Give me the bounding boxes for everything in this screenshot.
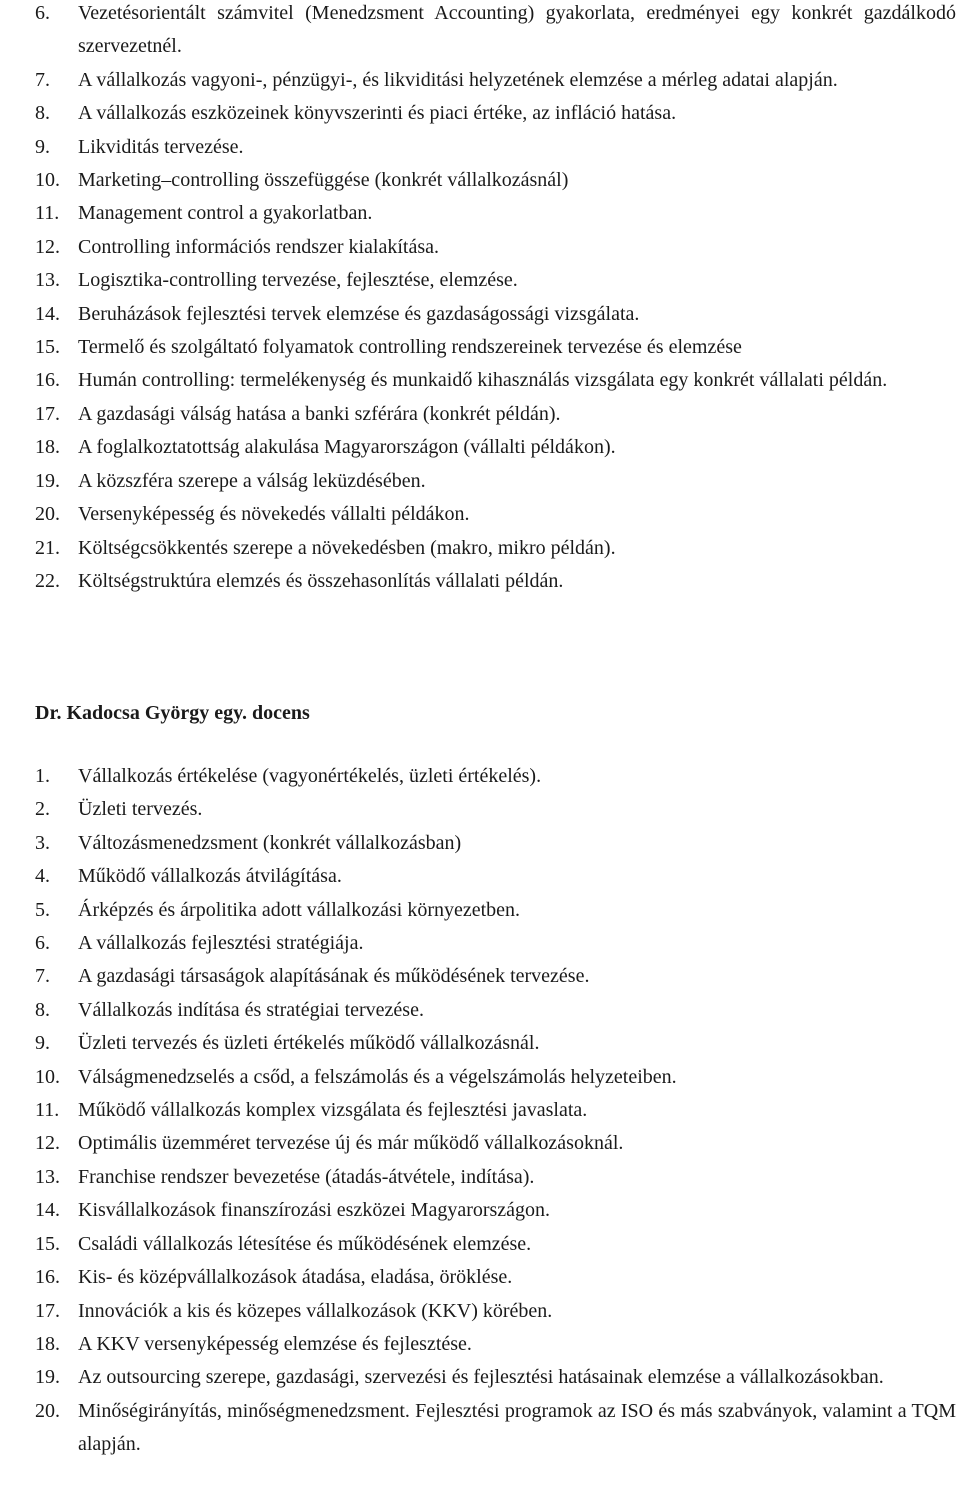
list-item-text: Franchise rendszer bevezetése (átadás-átvétele, indítása). (78, 1165, 535, 1188)
list-item (0, 1161, 960, 1194)
topic-list-2 (0, 760, 960, 1462)
list-item (0, 565, 960, 598)
list-item (0, 1328, 960, 1361)
list-item (0, 1194, 960, 1227)
list-item-number: 15. (35, 1232, 60, 1255)
list-item-number: 9. (35, 1032, 50, 1055)
list-item (0, 398, 960, 431)
list-item (0, 1361, 960, 1394)
list-item-text: A gazdasági válság hatása a banki szférára (konkrét példán). (78, 402, 561, 425)
list-item (0, 1094, 960, 1127)
list-item (0, 231, 960, 264)
list-item (0, 1395, 960, 1462)
list-item (0, 760, 960, 793)
list-item-number: 21. (35, 536, 60, 559)
list-item-number: 10. (35, 1065, 60, 1088)
list-item (0, 793, 960, 826)
list-item-number: 6. (35, 932, 50, 955)
list-item-text: Az outsourcing szerepe, gazdasági, szervezési és fejlesztési hatásainak elemzése a vállalkozásokban. (78, 1366, 884, 1389)
list-item-number: 3. (35, 831, 50, 854)
list-item-number: 8. (35, 102, 50, 125)
list-item (0, 994, 960, 1027)
list-item-text: A közszféra szerepe a válság leküzdésében. (78, 469, 426, 492)
list-item-number: 14. (35, 302, 60, 325)
list-item (0, 894, 960, 927)
list-item-number: 16. (35, 1266, 60, 1289)
list-item-text: A vállalkozás fejlesztési stratégiája. (78, 932, 364, 955)
list-item-number: 12. (35, 1132, 60, 1155)
list-item-text: Kisvállalkozások finanszírozási eszközei Magyarországon. (78, 1199, 551, 1222)
section-heading: Dr. Kadocsa György egy. docens (35, 702, 310, 724)
list-item-text: Logisztika-controlling tervezése, fejlesztése, elemzése. (78, 269, 518, 292)
list-item (0, 1295, 960, 1328)
list-item-text: Válságmenedzselés a csőd, a felszámolás és a végelszámolás helyzeteiben. (78, 1065, 677, 1088)
list-item (0, 465, 960, 498)
list-item (0, 1027, 960, 1060)
list-item-text: A foglalkoztatottság alakulása Magyarországon (vállalti példákon). (78, 436, 616, 459)
list-item-number: 6. (35, 2, 50, 24)
list-item-number: 18. (35, 436, 60, 459)
list-item-number: 1. (35, 765, 50, 787)
list-item-number: 19. (35, 1366, 60, 1389)
list-item-text: Költségcsökkentés szerepe a növekedésben (makro, mikro példán). (78, 536, 616, 559)
list-item (0, 364, 960, 397)
list-item-number: 11. (35, 202, 60, 225)
list-item-number: 20. (35, 1399, 60, 1422)
list-item-text: Likviditás tervezése. (78, 135, 244, 158)
list-item-text: Marketing–controlling összefüggése (konkrét vállalkozásnál) (78, 169, 569, 192)
list-item (0, 298, 960, 331)
list-item (0, 0, 960, 64)
list-item-number: 4. (35, 865, 50, 888)
list-item-number: 17. (35, 1299, 60, 1322)
list-item-text: Üzleti tervezés. (78, 798, 203, 821)
list-item (0, 960, 960, 993)
list-item (0, 532, 960, 565)
list-item-text: Vállalkozás indítása és stratégiai tervezése. (78, 998, 424, 1021)
list-item (0, 927, 960, 960)
list-item-number: 15. (35, 336, 60, 359)
list-item-number: 9. (35, 135, 50, 158)
list-item-number: 13. (35, 269, 60, 292)
list-item-text: A KKV versenyképesség elemzése és fejlesztése. (78, 1332, 472, 1355)
list-item-text: Változásmenedzsment (konkrét vállalkozásban) (78, 831, 462, 854)
list-item-text: Működő vállalkozás átvilágítása. (78, 865, 342, 888)
list-item (0, 827, 960, 860)
list-item-text: Optimális üzemméret tervezése új és már működő vállalkozásoknál. (78, 1132, 624, 1155)
list-item-number: 7. (35, 965, 50, 988)
list-item-text: Családi vállalkozás létesítése és működésének elemzése. (78, 1232, 532, 1255)
list-item-number: 18. (35, 1332, 60, 1355)
list-item-number: 12. (35, 235, 60, 258)
list-item (0, 498, 960, 531)
list-item-number: 22. (35, 569, 60, 592)
list-item-text: Termelő és szolgáltató folyamatok controlling rendszereinek tervezése és elemzése (78, 336, 742, 359)
list-item-text: Működő vállalkozás komplex vizsgálata és fejlesztési javaslata. (78, 1099, 588, 1122)
list-item-number: 10. (35, 169, 60, 192)
list-item-number: 2. (35, 798, 50, 821)
list-item-text: Költségstruktúra elemzés és összehasonlítás vállalati példán. (78, 569, 564, 592)
list-item-text: Innovációk a kis és közepes vállalkozások (KKV) körében. (78, 1299, 553, 1322)
list-item-number: 5. (35, 898, 50, 921)
list-item (0, 131, 960, 164)
list-item (0, 1127, 960, 1160)
list-item (0, 264, 960, 297)
list-item (0, 431, 960, 464)
list-item-text: Humán controlling: termelékenység és munkaidő kihasználás vizsgálata egy konkrét vállalati példán. (78, 369, 888, 392)
list-item-number: 16. (35, 369, 60, 392)
list-item-number: 19. (35, 469, 60, 492)
list-item (0, 1061, 960, 1094)
list-item (0, 64, 960, 97)
list-item-text: Beruházások fejlesztési tervek elemzése és gazdaságossági vizsgálata. (78, 302, 640, 325)
list-item-text: A vállalkozás eszközeinek könyvszerinti és piaci értéke, az infláció hatása. (78, 102, 677, 125)
list-item (0, 860, 960, 893)
list-item-number: 20. (35, 503, 60, 526)
list-item-text: Management control a gyakorlatban. (78, 202, 373, 225)
list-item (0, 164, 960, 197)
list-item (0, 97, 960, 130)
list-item-number: 7. (35, 68, 50, 91)
list-item-text: Versenyképesség és növekedés vállalti példákon. (78, 503, 470, 526)
list-item-text: Vállalkozás értékelése (vagyonértékelés, üzleti értékelés). (78, 765, 542, 787)
list-item-text: Kis- és középvállalkozások átadása, eladása, öröklése. (78, 1266, 513, 1289)
list-item-number: 8. (35, 998, 50, 1021)
list-item-number: 11. (35, 1099, 60, 1122)
list-item-text: Üzleti tervezés és üzleti értékelés működő vállalkozásnál. (78, 1032, 540, 1055)
list-item (0, 197, 960, 230)
list-item-text: Controlling információs rendszer kialakítása. (78, 235, 440, 258)
list-item-number: 17. (35, 402, 60, 425)
list-item-text: A gazdasági társaságok alapításának és működésének tervezése. (78, 965, 590, 988)
list-item (0, 1228, 960, 1261)
list-item (0, 331, 960, 364)
list-item-text: Minőségirányítás, minőségmenedzsment. Fejlesztési programok az ISO és más szabványok, valamint a TQM alapján. (78, 1399, 956, 1456)
topic-list-1 (0, 0, 960, 598)
list-item (0, 1261, 960, 1294)
list-item-text: Árképzés és árpolitika adott vállalkozási környezetben. (78, 898, 521, 921)
list-item-number: 14. (35, 1199, 60, 1222)
list-item-number: 13. (35, 1165, 60, 1188)
list-item-text: Vezetésorientált számvitel (Menedzsment Accounting) gyakorlata, eredményei egy konkrét gazdálkodó szervezetnél. (78, 2, 956, 58)
list-item-text: A vállalkozás vagyoni-, pénzügyi-, és likviditási helyzetének elemzése a mérleg adatai alapján. (78, 68, 838, 91)
